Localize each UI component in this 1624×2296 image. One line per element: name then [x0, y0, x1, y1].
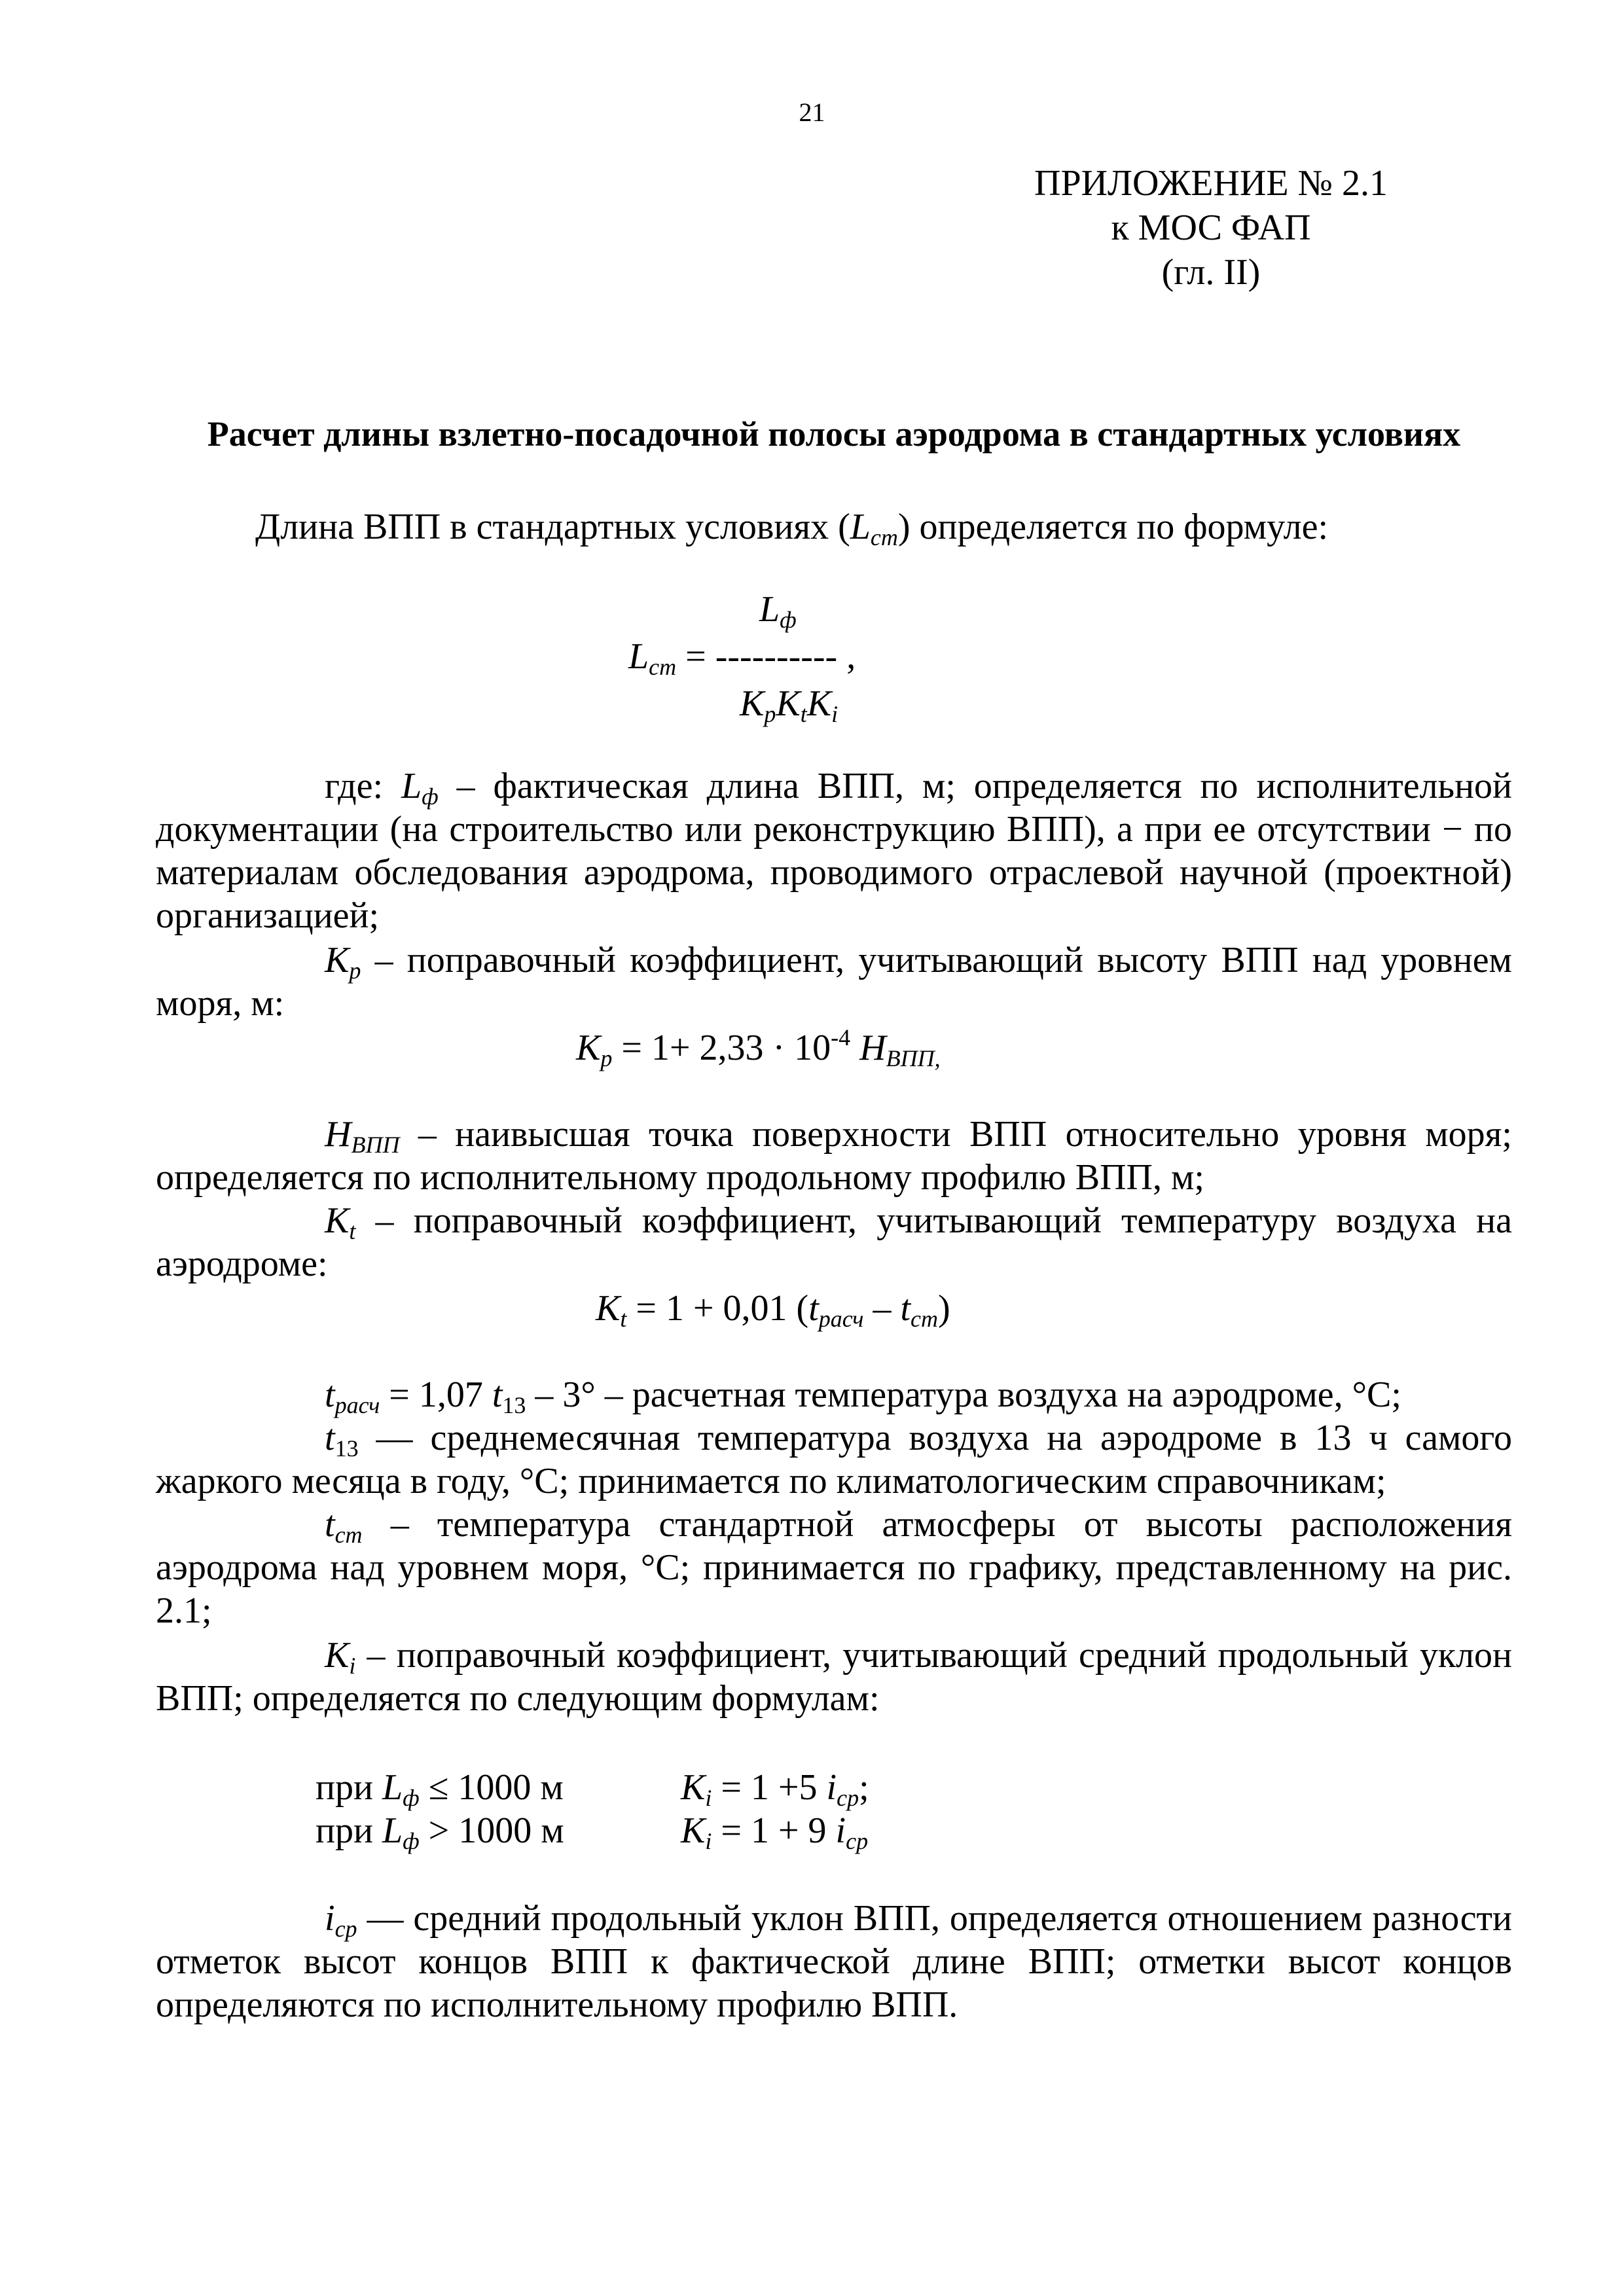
definition-h-vpp: $H_{ВПП}$ – наивысшая точка поверхности ВПП относительно уровня моря; определяется по исполнительному продольному профилю ВПП, м;	[156, 1114, 1512, 1198]
case-formula-2: $K_i = 1 + 9$ $i_{cp}$	[681, 1810, 869, 1854]
definition-t-rasch: $t_{расч} = 1,07$ $t_{13} - 3^\circ$ – расчетная температура воздуха на аэродроме, °С;	[325, 1374, 1401, 1418]
page-number: 21	[799, 98, 825, 127]
definition-t-cm: $t_{cm}$ – температура стандартной атмосферы от высоты расположения аэродрома над уровнем моря, °С; принимается по графику, представленному на рис. 2.1;	[156, 1504, 1512, 1631]
case-condition-1: при $L_ф \le 1000$ м	[316, 1767, 564, 1811]
definition-t13: $t_{13}$ — среднемесячная температура воздуха на аэродроме в 13 ч самого жаркого месяца в году, °С; принимается по климатологическим справочникам;	[156, 1418, 1512, 1501]
case-condition-2: при $L_ф > 1000$ м	[316, 1810, 564, 1854]
definition-kt: $K_t$ – поправочный коэффициент, учитывающий температуру воздуха на аэродроме:	[156, 1200, 1512, 1284]
formula-main-numerator: $L_ф$	[759, 589, 797, 633]
case-formula-1: $K_i = 1 +5$ $i_{cp}$;	[681, 1767, 869, 1811]
definition-kp: $K_p$ – поправочный коэффициент, учитывающий высоту ВПП над уровнем моря, м:	[156, 940, 1512, 1024]
appendix-line-2: к МОС ФАП	[1111, 207, 1311, 248]
formula-main-lhs: $L_{cm}$ = ---------- ,	[628, 636, 856, 680]
formula-kp: $K_p = 1+ 2,33 \cdot 10^{-4}$ $H_{ВПП,}$	[576, 1024, 941, 1071]
appendix-line-1: ПРИЛОЖЕНИЕ № 2.1	[1034, 163, 1388, 204]
definition-ki: $K_i$ – поправочный коэффициент, учитывающий средний продольный уклон ВПП; определяется по следующим формулам:	[156, 1635, 1512, 1719]
definition-lf: где: $L_ф$ – фактическая длина ВПП, м; определяется по исполнительной документации (на строительство или реконструкцию ВПП), а при ее отсутствии − по материалам обследования аэродрома, проводимого отраслевой научной (проектной) организацией;	[156, 766, 1512, 936]
appendix-line-3: (гл. II)	[1161, 252, 1261, 293]
formula-main-denominator: $K_pK_tK_i$	[740, 683, 839, 727]
formula-kt: $K_t = 1 + 0,01$ $(t_{расч} - t_{cm})$	[596, 1288, 950, 1332]
document-title: Расчет длины взлетно-посадочной полосы аэродрома в стандартных условиях	[207, 414, 1461, 454]
intro-paragraph: Длина ВПП в стандартных условиях $(L_{cm})$ определяется по формуле:	[255, 507, 1329, 550]
definition-i-cp: $i_{cp}$ — средний продольный уклон ВПП, определяется отношением разности отметок высот концов ВПП к фактической длине ВПП; отметки высот концов определяются по исполнительному профилю ВПП.	[156, 1898, 1512, 2025]
